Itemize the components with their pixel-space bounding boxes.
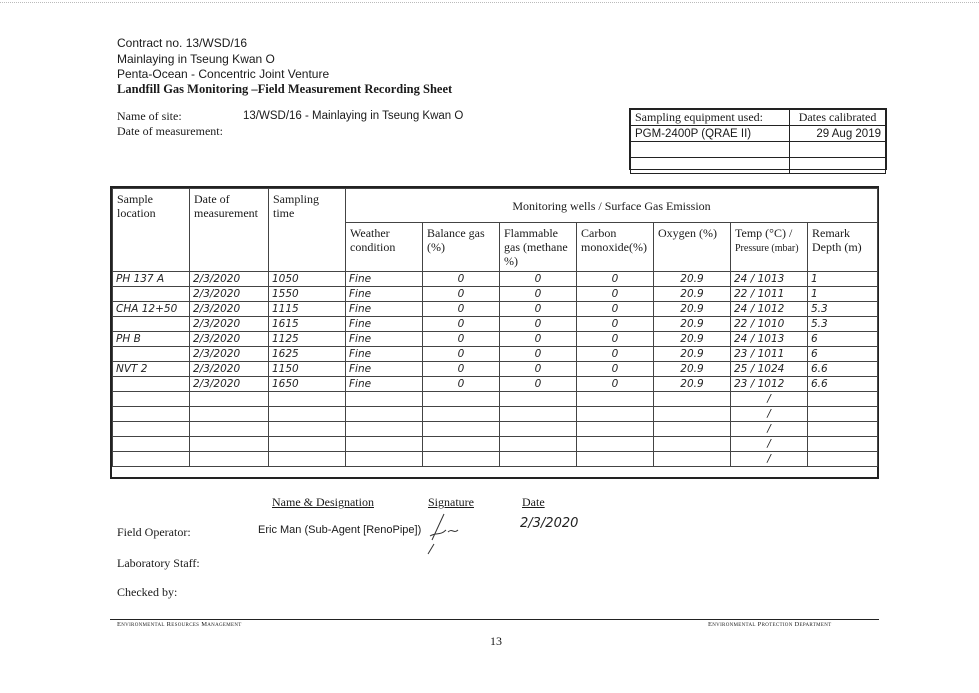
pressure-value: 1011 — [757, 288, 785, 300]
cell-co: 0 — [577, 362, 654, 377]
cell-date — [190, 452, 269, 467]
cell-co: 0 — [577, 332, 654, 347]
cell-co: 0 — [577, 347, 654, 362]
cell-balance — [423, 452, 500, 467]
cell-location — [113, 317, 190, 332]
cell-balance: 0 — [423, 362, 500, 377]
cell-weather: Fine — [346, 347, 423, 362]
separator: / — [747, 348, 758, 360]
cell-oxygen — [654, 392, 731, 407]
cell-oxygen — [654, 437, 731, 452]
col-weather: Weather condition — [346, 223, 423, 272]
pressure-value: 1012 — [757, 378, 785, 390]
cell-balance: 0 — [423, 317, 500, 332]
footer-rule — [110, 619, 879, 620]
cell-balance — [423, 407, 500, 422]
top-rule — [0, 2, 979, 3]
cell-weather — [346, 452, 423, 467]
cell-flammable — [500, 392, 577, 407]
cell-remark: 6 — [808, 332, 878, 347]
cell-location — [113, 377, 190, 392]
cell-time: 1050 — [269, 272, 346, 287]
cell-date — [190, 422, 269, 437]
cell-tp: / — [731, 407, 808, 422]
cell-location — [113, 347, 190, 362]
temp-value: 22 — [734, 288, 748, 300]
cell-oxygen: 20.9 — [654, 362, 731, 377]
date-header: Date — [522, 495, 545, 509]
pressure-value: 1010 — [757, 318, 785, 330]
cell-date: 2/3/2020 — [190, 377, 269, 392]
col-date-of-measurement: Date of measurement — [190, 189, 269, 272]
temp-value: 25 — [734, 363, 748, 375]
cell-weather: Fine — [346, 362, 423, 377]
cell-oxygen: 20.9 — [654, 377, 731, 392]
separator: / — [747, 363, 758, 375]
cell-tp — [731, 332, 808, 347]
cell-date — [190, 407, 269, 422]
cell-co: 0 — [577, 287, 654, 302]
cell-oxygen — [654, 452, 731, 467]
cell-co — [577, 407, 654, 422]
equipment-empty-cell — [790, 158, 886, 174]
cell-flammable: 0 — [500, 317, 577, 332]
cell-remark: 6 — [808, 347, 878, 362]
cell-location: PH B — [113, 332, 190, 347]
cell-flammable — [500, 422, 577, 437]
signature-header: Signature — [428, 495, 474, 509]
equipment-empty-cell — [790, 142, 886, 158]
cell-time — [269, 407, 346, 422]
cell-flammable: 0 — [500, 377, 577, 392]
separator: / — [747, 378, 758, 390]
cell-tp — [731, 272, 808, 287]
cell-time: 1550 — [269, 287, 346, 302]
cell-time: 1125 — [269, 332, 346, 347]
cell-balance: 0 — [423, 272, 500, 287]
cell-co — [577, 437, 654, 452]
measurement-table — [110, 186, 879, 479]
cell-co: 0 — [577, 302, 654, 317]
cell-remark: 6.6 — [808, 377, 878, 392]
cell-date — [190, 392, 269, 407]
pressure-value: 1011 — [757, 348, 785, 360]
checked-by-label: Checked by: — [117, 585, 178, 599]
cell-remark: 6.6 — [808, 362, 878, 377]
cell-remark — [808, 407, 878, 422]
page-number: 13 — [490, 634, 502, 648]
calibration-header: Dates calibrated — [790, 110, 886, 126]
cell-time: 1615 — [269, 317, 346, 332]
cell-tp — [731, 287, 808, 302]
col-balance-gas: Balance gas (%) — [423, 223, 500, 272]
table-row — [113, 272, 878, 287]
cell-flammable: 0 — [500, 272, 577, 287]
temp-value: 24 — [734, 273, 748, 285]
cell-tp — [731, 317, 808, 332]
temp-value: 24 — [734, 303, 748, 315]
equipment-box — [629, 108, 887, 170]
cell-remark — [808, 437, 878, 452]
cell-co: 0 — [577, 272, 654, 287]
contract-number: Contract no. 13/WSD/16 — [117, 36, 248, 50]
cell-tp — [731, 362, 808, 377]
cell-co: 0 — [577, 377, 654, 392]
field-operator-name: Eric Man (Sub-Agent [RenoPipe]) — [258, 524, 422, 536]
cell-balance: 0 — [423, 302, 500, 317]
cell-weather — [346, 392, 423, 407]
temp-header: Temp (°C) / — [735, 226, 793, 240]
cell-balance: 0 — [423, 347, 500, 362]
col-sample-location: Sample location — [113, 189, 190, 272]
cell-flammable — [500, 407, 577, 422]
cell-co: 0 — [577, 317, 654, 332]
table-row — [113, 362, 878, 377]
cell-tp — [731, 347, 808, 362]
cell-location — [113, 422, 190, 437]
cell-weather: Fine — [346, 272, 423, 287]
cell-remark — [808, 422, 878, 437]
cell-remark: 1 — [808, 272, 878, 287]
cell-location: PH 137 A — [113, 272, 190, 287]
cell-balance — [423, 437, 500, 452]
cell-location: NVT 2 — [113, 362, 190, 377]
separator: / — [747, 273, 758, 285]
cell-time: 1625 — [269, 347, 346, 362]
cell-tp — [731, 302, 808, 317]
cell-weather: Fine — [346, 377, 423, 392]
field-operator-date: 2/3/2020 — [520, 516, 579, 531]
cell-weather: Fine — [346, 317, 423, 332]
cell-oxygen: 20.9 — [654, 332, 731, 347]
cell-flammable: 0 — [500, 347, 577, 362]
cell-oxygen: 20.9 — [654, 272, 731, 287]
cell-location — [113, 287, 190, 302]
cell-tp: / — [731, 392, 808, 407]
equipment-name: PGM-2400P (QRAE II) — [631, 126, 790, 142]
pressure-value: 1024 — [757, 363, 785, 375]
equipment-header: Sampling equipment used: — [631, 110, 790, 126]
cell-co — [577, 422, 654, 437]
cell-balance — [423, 392, 500, 407]
temp-value: 24 — [734, 333, 748, 345]
cell-remark — [808, 392, 878, 407]
separator: / — [747, 288, 758, 300]
separator: / — [747, 303, 758, 315]
col-sampling-time: Sampling time — [269, 189, 346, 272]
cell-oxygen — [654, 407, 731, 422]
cell-time — [269, 392, 346, 407]
temp-value: 23 — [734, 378, 748, 390]
cell-balance: 0 — [423, 332, 500, 347]
contractor-name: Penta-Ocean - Concentric Joint Venture — [117, 67, 330, 81]
equipment-empty-cell — [631, 158, 790, 174]
calibration-date: 29 Aug 2019 — [790, 126, 886, 142]
cell-remark: 1 — [808, 287, 878, 302]
field-operator-label: Field Operator: — [117, 525, 191, 539]
col-oxygen: Oxygen (%) — [654, 223, 731, 272]
table-row — [113, 287, 878, 302]
col-remark-depth: Remark Depth (m) — [808, 223, 878, 272]
cell-flammable: 0 — [500, 302, 577, 317]
cell-tp: / — [731, 437, 808, 452]
cell-remark — [808, 452, 878, 467]
table-row — [113, 347, 878, 362]
date-of-measurement-label: Date of measurement: — [117, 124, 223, 138]
table-row — [113, 377, 878, 392]
cell-location — [113, 452, 190, 467]
separator: / — [747, 318, 758, 330]
site-label: Name of site: — [117, 109, 182, 123]
separator: / — [747, 333, 758, 345]
cell-tp: / — [731, 452, 808, 467]
cell-remark: 5.3 — [808, 317, 878, 332]
cell-flammable: 0 — [500, 332, 577, 347]
handwritten-signature — [422, 510, 467, 558]
laboratory-staff-label: Laboratory Staff: — [117, 556, 200, 570]
cell-balance: 0 — [423, 377, 500, 392]
cell-weather: Fine — [346, 332, 423, 347]
cell-time — [269, 422, 346, 437]
cell-time: 1150 — [269, 362, 346, 377]
footer-right: Environmental Protection Department — [708, 621, 832, 628]
cell-oxygen: 20.9 — [654, 347, 731, 362]
project-name: Mainlaying in Tseung Kwan O — [117, 52, 275, 66]
cell-date: 2/3/2020 — [190, 287, 269, 302]
pressure-value: 1012 — [757, 303, 785, 315]
cell-flammable — [500, 452, 577, 467]
col-temp-pressure — [731, 223, 808, 272]
table-row — [113, 302, 878, 317]
temp-value: 22 — [734, 318, 748, 330]
cell-flammable: 0 — [500, 362, 577, 377]
table-row — [113, 332, 878, 347]
col-flammable-gas: Flammable gas (methane %) — [500, 223, 577, 272]
cell-time — [269, 437, 346, 452]
table-row — [113, 407, 878, 422]
cell-date: 2/3/2020 — [190, 332, 269, 347]
cell-date: 2/3/2020 — [190, 362, 269, 377]
name-designation-header: Name & Designation — [272, 495, 374, 509]
cell-co — [577, 392, 654, 407]
table-row — [113, 317, 878, 332]
table-row — [113, 452, 878, 467]
cell-balance: 0 — [423, 287, 500, 302]
cell-location — [113, 437, 190, 452]
cell-oxygen — [654, 422, 731, 437]
cell-oxygen: 20.9 — [654, 287, 731, 302]
cell-tp: / — [731, 422, 808, 437]
cell-time — [269, 452, 346, 467]
cell-date: 2/3/2020 — [190, 272, 269, 287]
cell-weather: Fine — [346, 302, 423, 317]
pressure-header: Pressure (mbar) — [735, 243, 799, 254]
equipment-empty-cell — [631, 142, 790, 158]
cell-weather: Fine — [346, 287, 423, 302]
cell-location — [113, 407, 190, 422]
table-body — [113, 272, 878, 467]
site-value: 13/WSD/16 - Mainlaying in Tseung Kwan O — [243, 110, 464, 122]
cell-flammable — [500, 437, 577, 452]
cell-weather — [346, 422, 423, 437]
cell-date — [190, 437, 269, 452]
table-row — [113, 422, 878, 437]
col-carbon-monoxide: Carbon monoxide(%) — [577, 223, 654, 272]
table-row — [113, 437, 878, 452]
cell-oxygen: 20.9 — [654, 317, 731, 332]
cell-date: 2/3/2020 — [190, 317, 269, 332]
cell-balance — [423, 422, 500, 437]
cell-time: 1650 — [269, 377, 346, 392]
footer-left: Environmental Resources Management — [117, 621, 242, 628]
cell-time: 1115 — [269, 302, 346, 317]
cell-date: 2/3/2020 — [190, 347, 269, 362]
cell-oxygen: 20.9 — [654, 302, 731, 317]
cell-weather — [346, 407, 423, 422]
cell-remark: 5.3 — [808, 302, 878, 317]
sheet-title: Landfill Gas Monitoring –Field Measurement Recording Sheet — [117, 82, 453, 96]
cell-location: CHA 12+50 — [113, 302, 190, 317]
cell-weather — [346, 437, 423, 452]
pressure-value: 1013 — [757, 333, 785, 345]
cell-location — [113, 392, 190, 407]
table-row — [113, 392, 878, 407]
cell-flammable: 0 — [500, 287, 577, 302]
col-group-monitoring: Monitoring wells / Surface Gas Emission — [346, 189, 878, 223]
cell-date: 2/3/2020 — [190, 302, 269, 317]
temp-value: 23 — [734, 348, 748, 360]
cell-tp — [731, 377, 808, 392]
cell-co — [577, 452, 654, 467]
pressure-value: 1013 — [757, 273, 785, 285]
